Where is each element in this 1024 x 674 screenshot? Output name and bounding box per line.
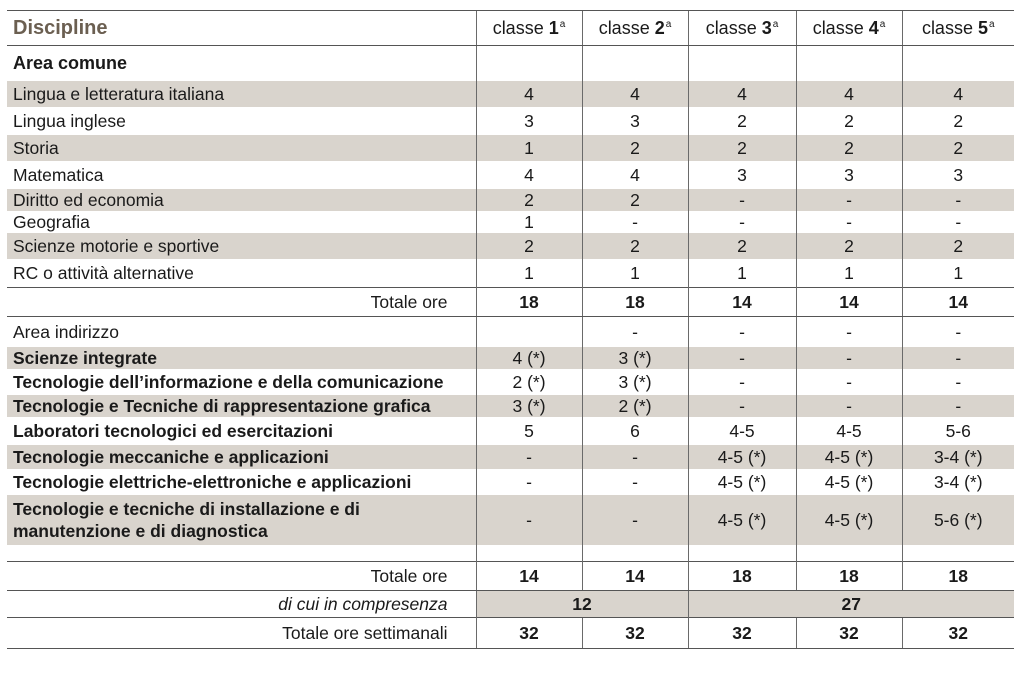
hours-cell: - [476,495,582,545]
hours-cell: - [582,469,688,495]
hours-cell: - [688,347,796,369]
table-row [7,347,1014,369]
subject-label: Tecnologie meccaniche e applicazioni [7,445,476,469]
hours-cell: 4-5 (*) [688,469,796,495]
hours-cell: 4 [476,161,582,189]
hours-cell: 2 [582,135,688,161]
hours-cell: - [688,369,796,395]
total-cell: 14 [688,288,796,317]
total-cell: 14 [902,288,1014,317]
compresenza-label: di cui in compresenza [278,593,448,614]
total-cell: 18 [796,562,902,591]
table-row [7,161,1014,189]
hours-cell: - [902,369,1014,395]
subject-label: Matematica [13,164,104,185]
class-3-word: classe [705,17,757,38]
area-comune-header-row [7,46,1014,82]
table-row [7,189,1014,211]
discipline-header: Discipline [7,11,476,46]
subject-label: Geografia [13,211,90,232]
subject-label: Storia [7,135,476,161]
hours-cell: 3 (*) [582,347,688,369]
total-cell: 18 [688,562,796,591]
total-cell: 14 [476,562,582,591]
total-cell: 18 [582,288,688,317]
hours-cell: - [688,189,796,211]
header-row [7,11,1014,46]
hours-cell: 1 [902,259,1014,288]
hours-cell: 4-5 (*) [796,469,902,495]
hours-cell: 4 (*) [476,347,582,369]
hours-cell: 4 [582,161,688,189]
hours-cell: - [688,317,796,348]
class-3-header [688,11,796,46]
hours-cell: - [902,211,1014,233]
hours-cell: - [796,347,902,369]
hours-cell: 4-5 [796,417,902,445]
hours-cell: 5 [476,417,582,445]
subject-label: Scienze motorie e sportive [7,233,476,259]
hours-cell: 3-4 (*) [902,469,1014,495]
hours-cell: - [582,211,688,233]
subject-label: Tecnologie dell’informazione e della comunicazione [13,371,444,392]
class-5-header [902,11,1014,46]
hours-cell: 2 [902,135,1014,161]
class-4-word: classe [812,17,864,38]
subject-label: Lingua e letteratura italiana [7,81,476,107]
hours-cell: 2 [902,233,1014,259]
hours-cell: 1 [688,259,796,288]
table-row [7,395,1014,417]
hours-cell: - [476,469,582,495]
hours-cell: 5-6 (*) [902,495,1014,545]
compresenza-biennio: 12 [476,591,688,618]
hours-cell: 2 (*) [582,395,688,417]
hours-cell: 4 [796,81,902,107]
hours-cell: 2 [476,233,582,259]
class-1-number: 1 [548,17,559,38]
hours-cell: 4-5 (*) [796,495,902,545]
hours-cell: 1 [476,259,582,288]
total-cell: 32 [902,618,1014,649]
hours-cell: - [688,395,796,417]
subject-label: RC o attività alternative [13,262,194,283]
hours-cell: - [796,211,902,233]
hours-cell: 5-6 [902,417,1014,445]
total-cell: 14 [582,562,688,591]
weekly-total-row [7,618,1014,649]
total-cell: 18 [476,288,582,317]
hours-cell: 2 [688,107,796,135]
table-row [7,469,1014,495]
hours-cell: - [796,395,902,417]
subject-label: Tecnologie e tecniche di installazione e di manutenzione e di diagnostica [7,495,476,545]
hours-cell [476,317,582,348]
table-row [7,417,1014,445]
hours-cell: - [582,445,688,469]
hours-cell: - [582,495,688,545]
total-cell: 32 [476,618,582,649]
hours-cell: 1 [582,259,688,288]
hours-cell: 1 [476,211,582,233]
hours-cell: 6 [582,417,688,445]
total-cell: 14 [796,288,902,317]
table-row [7,259,1014,288]
class-5-word: classe [921,17,973,38]
hours-cell: 3 [796,161,902,189]
hours-cell: - [688,211,796,233]
area-indirizzo-total-row [7,562,1014,591]
area-indirizzo-header-row [7,317,1014,348]
area-indirizzo-title: Area indirizzo [13,321,120,342]
hours-cell: - [902,347,1014,369]
curriculum-table-wrapper [7,10,1014,649]
class-4-ordinal: a [879,18,886,30]
hours-cell: 4 [902,81,1014,107]
hours-cell: 2 [688,135,796,161]
area-comune-total-row [7,288,1014,317]
hours-cell: 1 [476,135,582,161]
subject-label: Laboratori tecnologici ed esercitazioni [13,420,333,441]
hours-cell: 3 [688,161,796,189]
hours-cell: 2 [796,135,902,161]
hours-cell: 4-5 (*) [796,445,902,469]
hours-cell: 3-4 (*) [902,445,1014,469]
compresenza-triennio: 27 [688,591,1014,618]
class-2-number: 2 [654,17,665,38]
hours-cell: 4-5 (*) [688,495,796,545]
class-1-word: classe [492,17,544,38]
hours-cell: - [476,445,582,469]
table-row [7,369,1014,395]
hours-cell: 4-5 (*) [688,445,796,469]
hours-cell: 2 [796,233,902,259]
spacer-row [7,545,1014,562]
compresenza-row [7,591,1014,618]
hours-cell: - [902,317,1014,348]
class-4-number: 4 [868,17,879,38]
hours-cell: 4 [476,81,582,107]
table-row [7,135,1014,161]
table-row [7,445,1014,469]
class-5-number: 5 [977,17,988,38]
table-row [7,211,1014,233]
area-comune-title: Area comune [13,53,128,73]
hours-cell: 2 [688,233,796,259]
class-2-word: classe [598,17,650,38]
total-cell: 32 [582,618,688,649]
subject-label: Scienze integrate [7,347,476,369]
hours-cell: 3 (*) [476,395,582,417]
hours-cell: 3 (*) [582,369,688,395]
table-row [7,107,1014,135]
class-1-ordinal: a [559,18,566,30]
hours-cell: - [796,317,902,348]
hours-cell: 3 [476,107,582,135]
total-label: Totale ore [7,288,476,317]
hours-cell: - [902,395,1014,417]
hours-cell: 2 [582,233,688,259]
total-cell: 32 [796,618,902,649]
curriculum-hours-table [7,10,1014,649]
hours-cell: - [902,189,1014,211]
total-label: Totale ore [7,562,476,591]
hours-cell: 2 (*) [476,369,582,395]
class-1-header [476,11,582,46]
hours-cell: 2 [902,107,1014,135]
hours-cell: 3 [582,107,688,135]
table-row [7,495,1014,545]
class-2-header [582,11,688,46]
hours-cell: - [796,189,902,211]
class-3-number: 3 [761,17,772,38]
hours-cell: 4-5 [688,417,796,445]
total-cell: 32 [688,618,796,649]
hours-cell: - [796,369,902,395]
hours-cell: 2 [476,189,582,211]
hours-cell: - [582,317,688,348]
subject-label: Tecnologie e Tecniche di rappresentazione grafica [7,395,476,417]
hours-cell: 4 [582,81,688,107]
hours-cell: 1 [796,259,902,288]
hours-cell: 2 [796,107,902,135]
class-4-header [796,11,902,46]
table-row [7,81,1014,107]
class-3-ordinal: a [772,18,779,30]
hours-cell: 4 [688,81,796,107]
table-row [7,233,1014,259]
hours-cell: 2 [582,189,688,211]
weekly-total-label: Totale ore settimanali [7,618,476,649]
subject-label: Tecnologie elettriche-elettroniche e applicazioni [13,471,412,492]
total-cell: 18 [902,562,1014,591]
class-5-ordinal: a [989,18,995,30]
class-2-ordinal: a [665,18,672,30]
subject-label: Diritto ed economia [7,189,476,211]
hours-cell: 3 [902,161,1014,189]
subject-label: Lingua inglese [13,110,126,131]
